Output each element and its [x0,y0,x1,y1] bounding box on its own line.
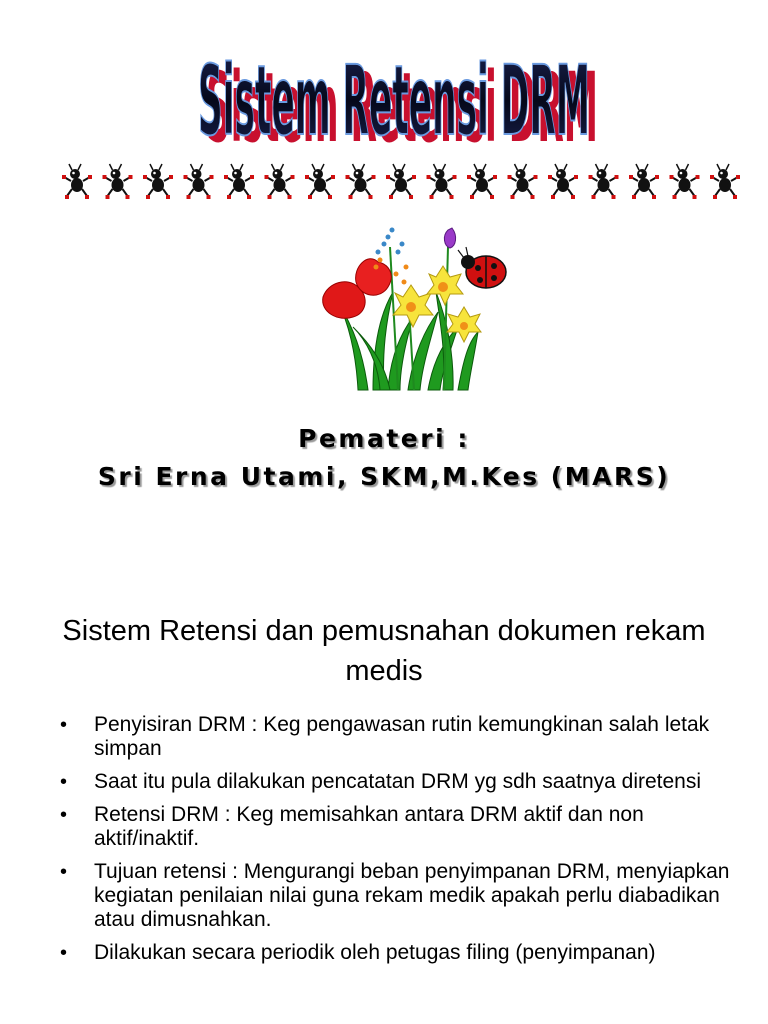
bullet-text: Tujuan retensi : Mengurangi beban penyimpanan DRM, menyiapkan kegiatan penilaian nilai guna rekam medik apakah perlu diabadikan atau dimusnahkan. [94,860,730,931]
ant-icon [548,164,578,199]
ant-icon [710,164,740,199]
bullet-text: Penyisiran DRM : Keg pengawasan rutin kemungkinan salah letak simpan [94,713,710,760]
bullet-dot: • [60,942,68,964]
presenter-name: Sri Erna Utami, SKM,M.Kes (MARS) [97,462,671,491]
bullet-text: Retensi DRM : Keg memisahkan antara DRM aktif dan non aktif/inaktif. [94,803,644,850]
ant-icon [386,164,416,199]
ant-icon [589,164,619,199]
wordart-title-text: Sistem Retensi DRM [198,45,590,148]
bullet-item [60,713,740,761]
ant-icon [143,164,173,199]
ant-icon [670,164,700,199]
ant-icon [629,164,659,199]
bullet-text: Dilakukan secara periodik oleh petugas filing (penyimpanan) [94,941,656,964]
svg-text:Sistem Retensi DRM: Sistem Retensi DRM [206,52,598,148]
ant-border [60,162,750,202]
slide-2-title: Sistem Retensi dan pemusnahan dokumen rekam medis [62,615,706,687]
wordart-title [0,38,768,148]
bullet-item [60,860,740,932]
ant-icon [467,164,497,199]
ant-icon [103,164,133,199]
flowers-ladybug-icon [318,222,518,392]
bullet-text: Saat itu pula dilakukan pencatatan DRM yg sdh saatnya diretensi [94,770,702,793]
bullet-item [60,941,740,965]
ant-icon [224,164,254,199]
bullet-dot: • [60,861,68,883]
ant-icon [508,164,538,199]
bullet-item [60,803,740,851]
bullet-dot: • [60,804,68,826]
ant-icon [265,164,295,199]
ant-icon [427,164,457,199]
bullet-dot: • [60,771,68,793]
bullet-list [60,713,740,974]
bullet-item [60,770,740,794]
ant-icon [62,164,92,199]
presenter-label: Pemateri : [298,424,470,453]
ant-icon [305,164,335,199]
ant-icon [184,164,214,199]
bullet-dot: • [60,714,68,736]
ant-icon [346,164,376,199]
